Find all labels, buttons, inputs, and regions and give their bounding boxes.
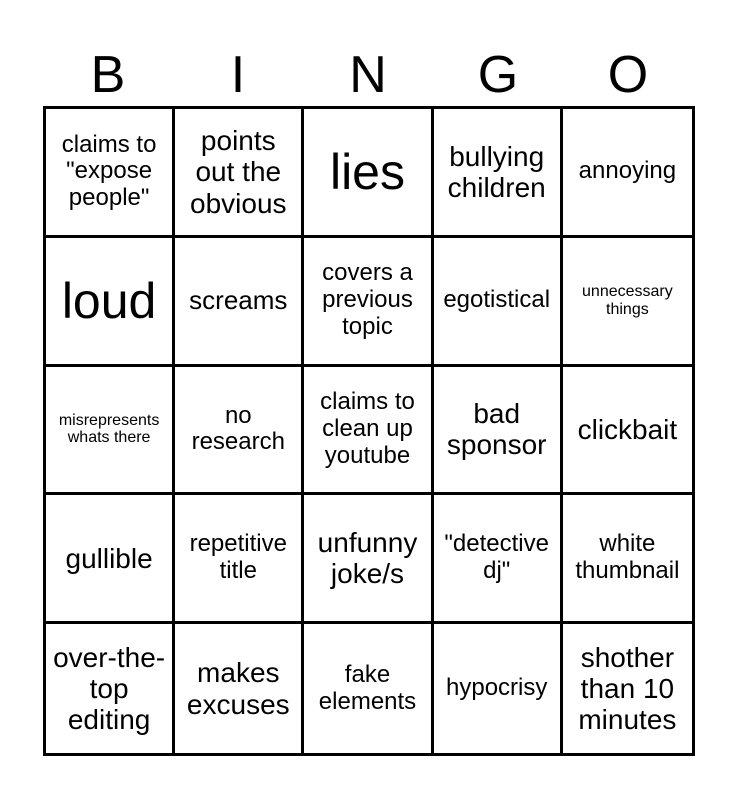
bingo-cell-r5c2[interactable] [175, 624, 304, 753]
cell-label: misrepresents whats there [58, 411, 160, 447]
cell-label: loud [61, 272, 157, 329]
cell-label: covers a previous topic [322, 259, 413, 341]
bingo-cell-r4c4[interactable] [434, 495, 563, 624]
cell-label: bullying children [447, 140, 546, 203]
header-letter-i: I [230, 46, 246, 104]
bingo-cell-r4c1[interactable] [46, 495, 175, 624]
bingo-cell-r3c4[interactable] [434, 367, 563, 496]
cell-label: lies [329, 143, 405, 200]
bingo-cell-r5c5[interactable] [563, 624, 692, 753]
cell-label: claims to clean up youtube [320, 388, 415, 469]
bingo-cell-r5c3[interactable] [304, 624, 433, 753]
bingo-cell-r2c1[interactable] [46, 238, 175, 367]
header-letter-b: B [90, 46, 126, 104]
cell-label: hypocrisy [446, 674, 548, 702]
bingo-cell-r1c3[interactable] [304, 109, 433, 238]
bingo-cell-r2c2[interactable] [175, 238, 304, 367]
cell-label: no research [191, 401, 285, 456]
cell-label: screams [189, 285, 288, 316]
cell-label: white thumbnail [575, 530, 680, 585]
bingo-cell-r4c5[interactable] [563, 495, 692, 624]
bingo-cell-r4c2[interactable] [175, 495, 304, 624]
cell-label: bad sponsor [446, 398, 547, 461]
bingo-cell-r2c5[interactable] [563, 238, 692, 367]
bingo-grid [43, 106, 695, 756]
cell-label: unfunny joke/s [317, 526, 418, 590]
bingo-cell-r1c4[interactable] [434, 109, 563, 238]
cell-label: clickbait [577, 413, 678, 445]
bingo-cell-r2c3[interactable] [304, 238, 433, 367]
cell-label: annoying [578, 157, 677, 185]
bingo-cell-r1c1[interactable] [46, 109, 175, 238]
cell-label: fake elements [318, 660, 417, 715]
bingo-header [43, 40, 693, 106]
cell-label: claims to "expose people" [61, 130, 157, 212]
header-letter-g: G [477, 46, 519, 104]
cell-label: shother than 10 minutes [578, 641, 677, 736]
cell-label: unnecessary things [582, 282, 673, 318]
bingo-cell-r5c1[interactable] [46, 624, 175, 753]
bingo-cell-r3c5[interactable] [563, 367, 692, 496]
cell-label: "detective dj" [444, 530, 549, 585]
bingo-cell-r3c3[interactable] [304, 367, 433, 496]
bingo-cell-r3c1[interactable] [46, 367, 175, 496]
bingo-cell-r3c2[interactable] [175, 367, 304, 496]
header-letter-o: O [607, 46, 649, 104]
bingo-cell-r5c4[interactable] [434, 624, 563, 753]
cell-label: makes excuses [186, 657, 290, 720]
cell-label: repetitive title [189, 530, 287, 585]
bingo-cell-r1c5[interactable] [563, 109, 692, 238]
header-letter-n: N [349, 46, 387, 104]
cell-label: points out the obvious [190, 124, 287, 219]
bingo-cell-r4c3[interactable] [304, 495, 433, 624]
cell-label: egotistical [443, 286, 551, 314]
bingo-cell-r1c2[interactable] [175, 109, 304, 238]
cell-label: over-the-top editing [53, 641, 166, 736]
bingo-cell-r2c4[interactable] [434, 238, 563, 367]
cell-label: gullible [65, 542, 153, 574]
